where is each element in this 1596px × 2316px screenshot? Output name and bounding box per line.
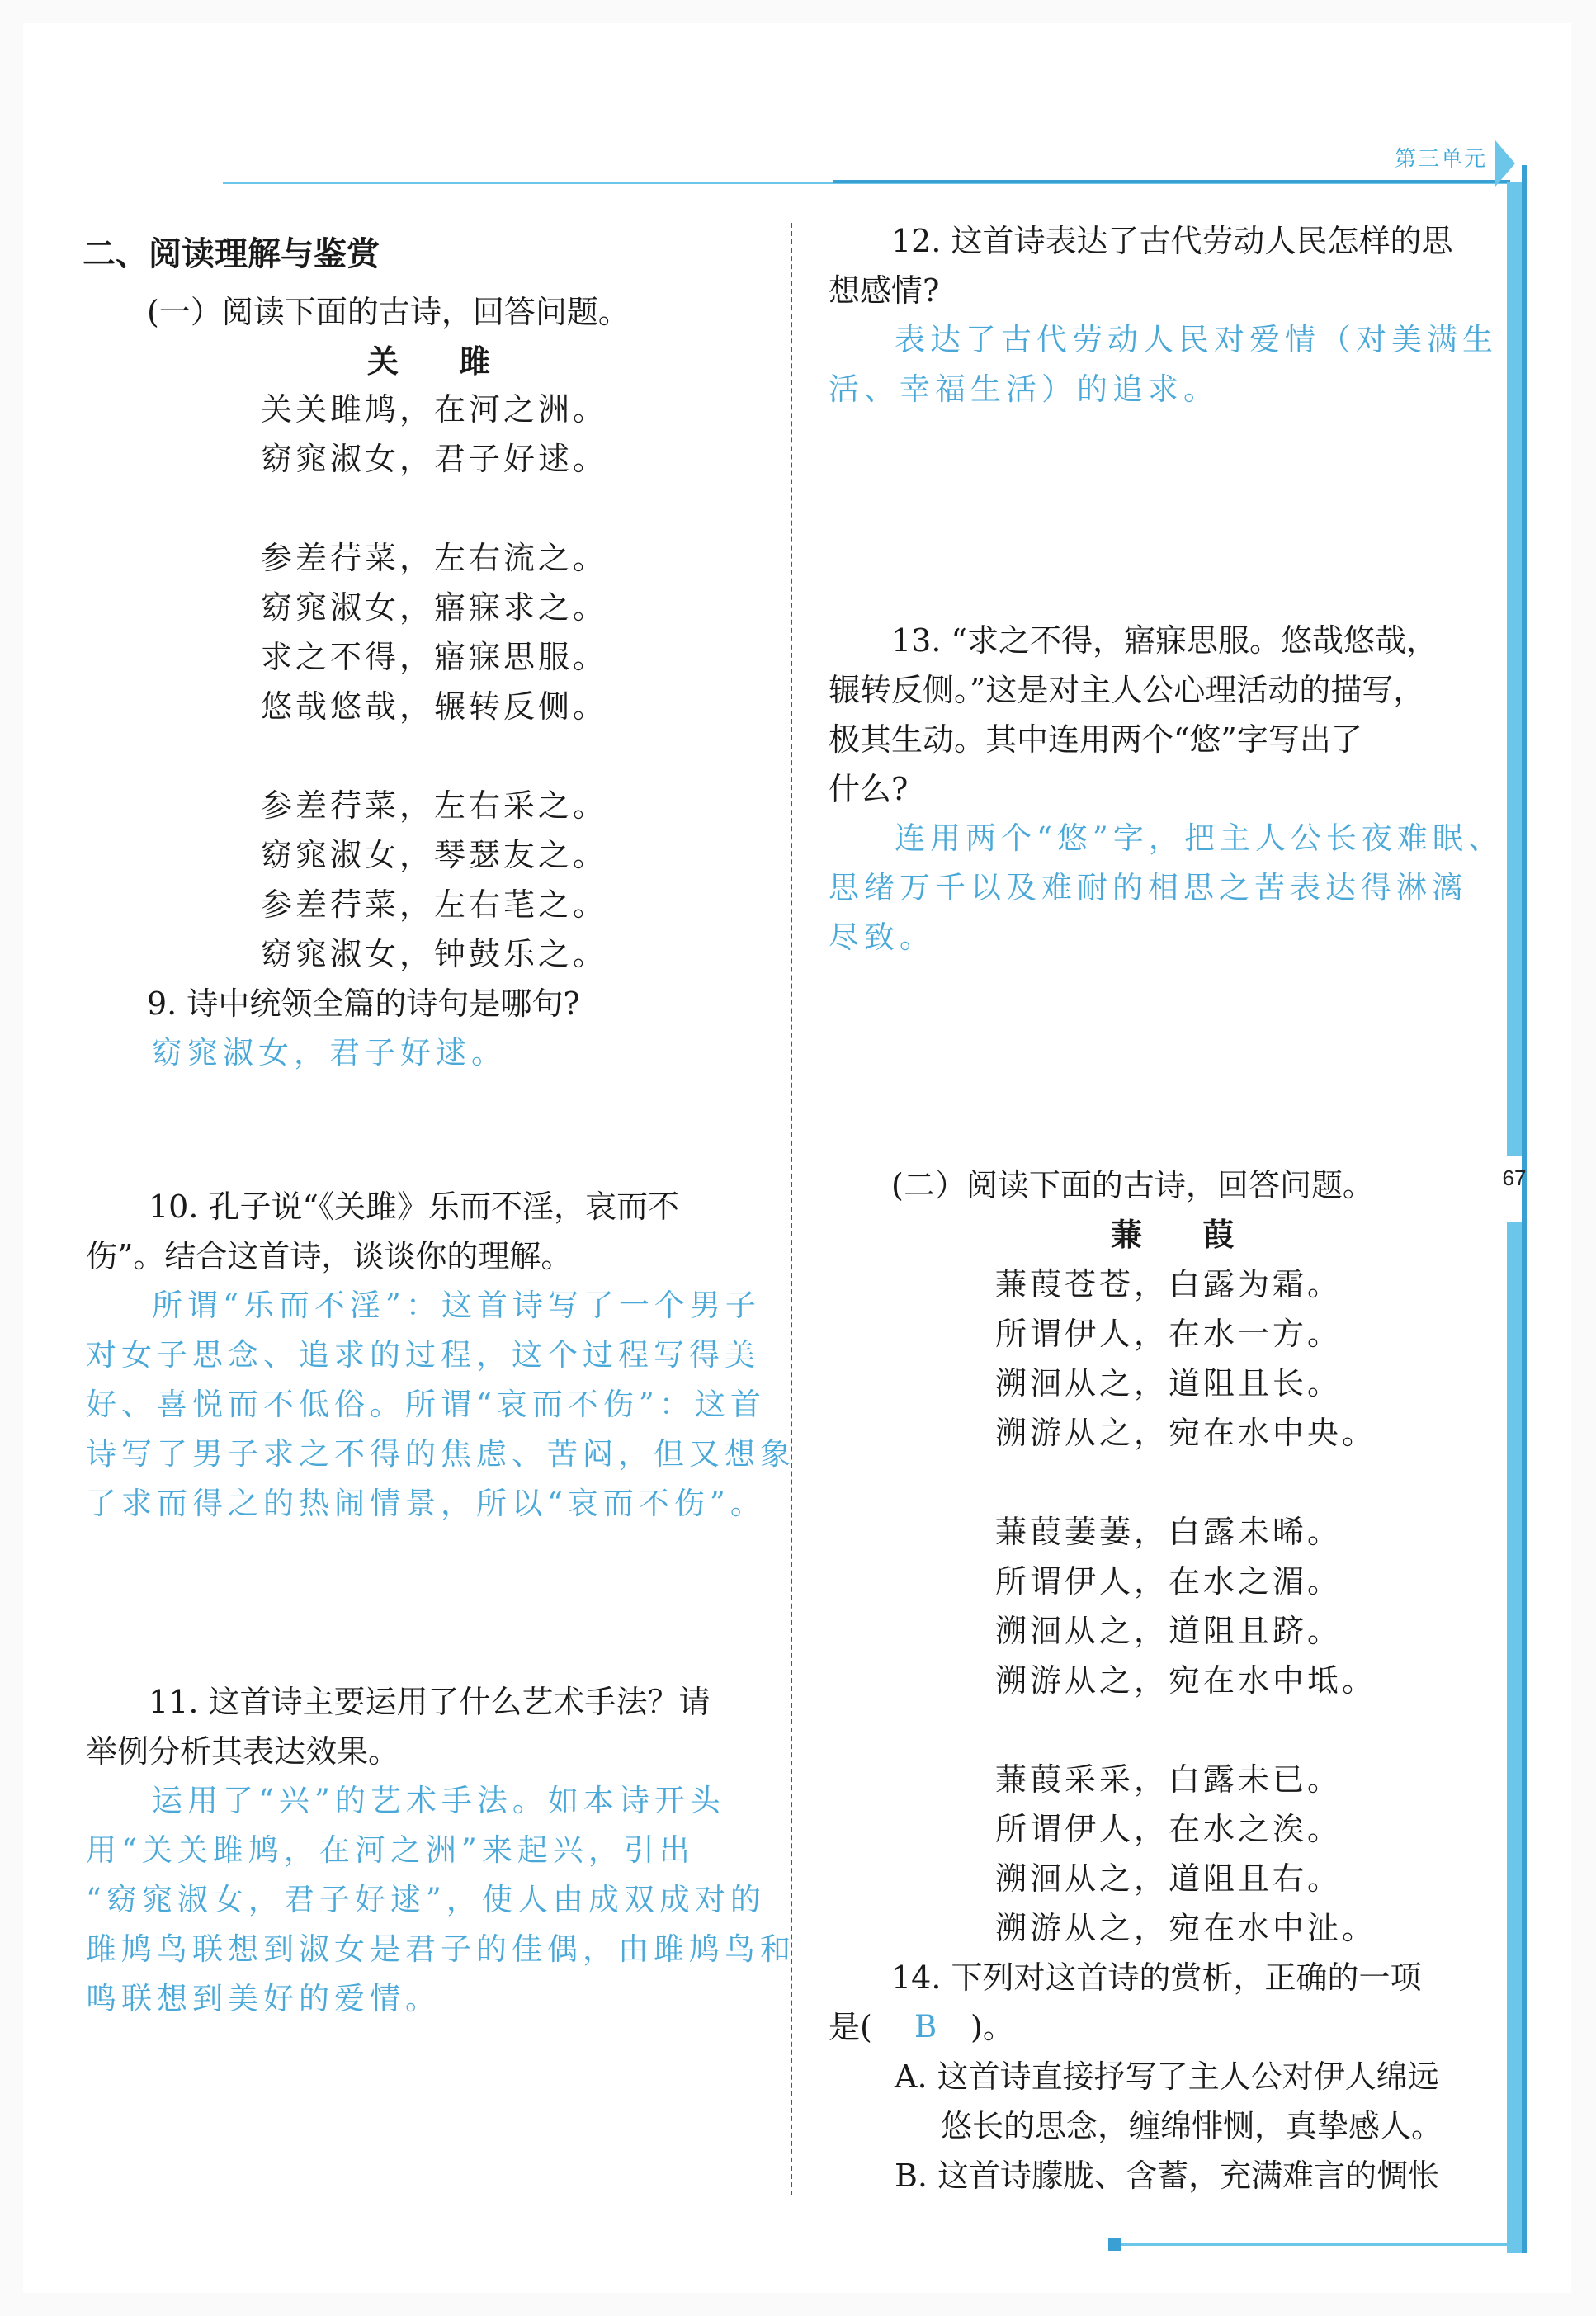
answer-10-line: 对女子思念、追求的过程，这个过程写得美 [86, 1337, 760, 1373]
margin-bar-edge [1522, 165, 1527, 2253]
answer-11-line: 用“关关雎鸠，在河之洲”来起兴，引出 [86, 1832, 695, 1868]
unit-label: 第三单元 [1395, 147, 1488, 172]
part1-intro: (一）阅读下面的古诗，回答问题。 [147, 294, 630, 330]
footer-rule [1114, 2243, 1522, 2246]
poem-line: 溯游从之，宛在水中坻。 [995, 1662, 1377, 1699]
margin-bar-top [1507, 182, 1522, 1156]
question-11-line: 11. 这首诗主要运用了什么艺术手法？请 [149, 1684, 711, 1720]
header-tab-marker [1495, 140, 1515, 187]
poem-line: 窈窕淑女，寤寐求之。 [261, 589, 608, 626]
question-13-line: 极其生动。其中连用两个“悠”字写出了 [829, 721, 1362, 758]
poem-line: 所谓伊人，在水之涘。 [995, 1811, 1343, 1847]
poem-line: 求之不得，寤寐思服。 [261, 639, 608, 675]
question-12-line: 12. 这首诗表达了古代劳动人民怎样的思 [891, 223, 1453, 259]
question-10-line: 10. 孔子说“《关雎》乐而不淫，哀而不 [149, 1189, 679, 1225]
option-a-line: 悠长的思念，缠绵悱恻，真挚感人。 [941, 2108, 1443, 2144]
answer-10-line: 了求而得之的热闹情景，所以“哀而不伤”。 [86, 1486, 766, 1521]
question-11-line: 举例分析其表达效果。 [86, 1733, 400, 1770]
poem-line: 悠哉悠哉，辗转反侧。 [261, 688, 608, 725]
answer-10-line: 所谓“乐而不淫”：这首诗写了一个男子 [152, 1288, 761, 1323]
page-number: 67 [1502, 1165, 1527, 1190]
answer-11-line: 鸣联想到美好的爱情。 [86, 1981, 441, 2016]
poem-line: 所谓伊人，在水一方。 [995, 1316, 1343, 1352]
poem-line: 溯洄从之，道阻且跻。 [995, 1613, 1343, 1649]
poem-line: 溯洄从之，道阻且右。 [995, 1860, 1343, 1897]
poem-line: 所谓伊人，在水之湄。 [995, 1563, 1343, 1600]
poem-line: 溯洄从之，道阻且长。 [995, 1365, 1343, 1401]
answer-11-line: 雎鸠鸟联想到淑女是君子的佳偶，由雎鸠鸟和 [86, 1931, 796, 1967]
margin-bar-bottom [1507, 1222, 1522, 2253]
poem-line: 蒹葭采采，白露未已。 [995, 1761, 1343, 1798]
poem-line: 溯游从之，宛在水中沚。 [995, 1910, 1377, 1946]
poem-line: 参差荇菜，左右采之。 [261, 787, 608, 824]
poem-line: 蒹葭苍苍，白露为霜。 [995, 1266, 1343, 1302]
poem-line: 窈窕淑女，钟鼓乐之。 [261, 936, 608, 972]
answer-12-line: 表达了古代劳动人民对爱情（对美满生 [895, 322, 1498, 357]
answer-9: 窈窕淑女，君子好逑。 [152, 1035, 507, 1071]
question-13-line: 13. “求之不得，寤寐思服。悠哉悠哉， [891, 622, 1438, 659]
answer-13-line: 思绪万千以及难耐的相思之苦表达得淋漓 [829, 870, 1467, 905]
footer-square-marker [1108, 2238, 1121, 2251]
question-10-line: 伤”。结合这首诗，谈谈你的理解。 [86, 1238, 573, 1274]
column-divider [791, 223, 792, 2195]
poem-line: 参差荇菜，左右流之。 [261, 540, 608, 576]
question-14-line: 14. 下列对这首诗的赏析，正确的一项 [891, 1959, 1422, 1996]
question-14-blank-open: 是( [829, 2009, 872, 2045]
section-title: 二、阅读理解与鉴赏 [83, 235, 380, 273]
answer-13-line: 连用两个“悠”字，把主人公长夜难眠、 [895, 820, 1504, 856]
answer-10-line: 好、喜悦而不低俗。所谓“哀而不伤”：这首 [86, 1387, 766, 1422]
question-14-blank-close: )。 [970, 2009, 1014, 2045]
poem-line: 溯游从之，宛在水中央。 [995, 1415, 1377, 1451]
answer-11-line: 运用了“兴”的艺术手法。如本诗开头 [152, 1783, 725, 1818]
header-rule-accent [833, 180, 1510, 183]
poem-line: 窈窕淑女，琴瑟友之。 [261, 837, 608, 873]
question-13-line: 什么? [829, 771, 909, 807]
question-13-line: 辗转反侧。”这是对主人公心理活动的描写， [829, 672, 1425, 708]
poem-line: 参差荇菜，左右芼之。 [261, 886, 608, 923]
answer-14: B [914, 2009, 942, 2044]
poem-line: 蒹葭萋萋，白露未晞。 [995, 1514, 1343, 1550]
poem-line: 窈窕淑女，君子好逑。 [261, 441, 608, 477]
answer-10-line: 诗写了男子求之不得的焦虑、苦闷，但又想象 [86, 1436, 796, 1472]
option-b-line: B. 这首诗朦胧、含蓄，充满难言的惆怅 [895, 2158, 1440, 2194]
answer-13-line: 尽致。 [829, 919, 935, 955]
part2-intro: (二）阅读下面的古诗，回答问题。 [891, 1167, 1374, 1203]
option-a-line: A. 这首诗直接抒写了主人公对伊人绵远 [895, 2058, 1439, 2095]
poem-line: 关关雎鸠，在河之洲。 [261, 391, 608, 428]
poem1-title: 关 雎 [367, 343, 516, 380]
answer-12-line: 活、幸福生活）的追求。 [829, 371, 1219, 407]
poem2-title: 蒹 葭 [1111, 1217, 1259, 1253]
question-12-line: 想感情? [829, 272, 940, 309]
question-9: 9. 诗中统领全篇的诗句是哪句? [147, 985, 580, 1022]
answer-11-line: “窈窕淑女，君子好逑”，使人由成双成对的 [86, 1882, 766, 1917]
